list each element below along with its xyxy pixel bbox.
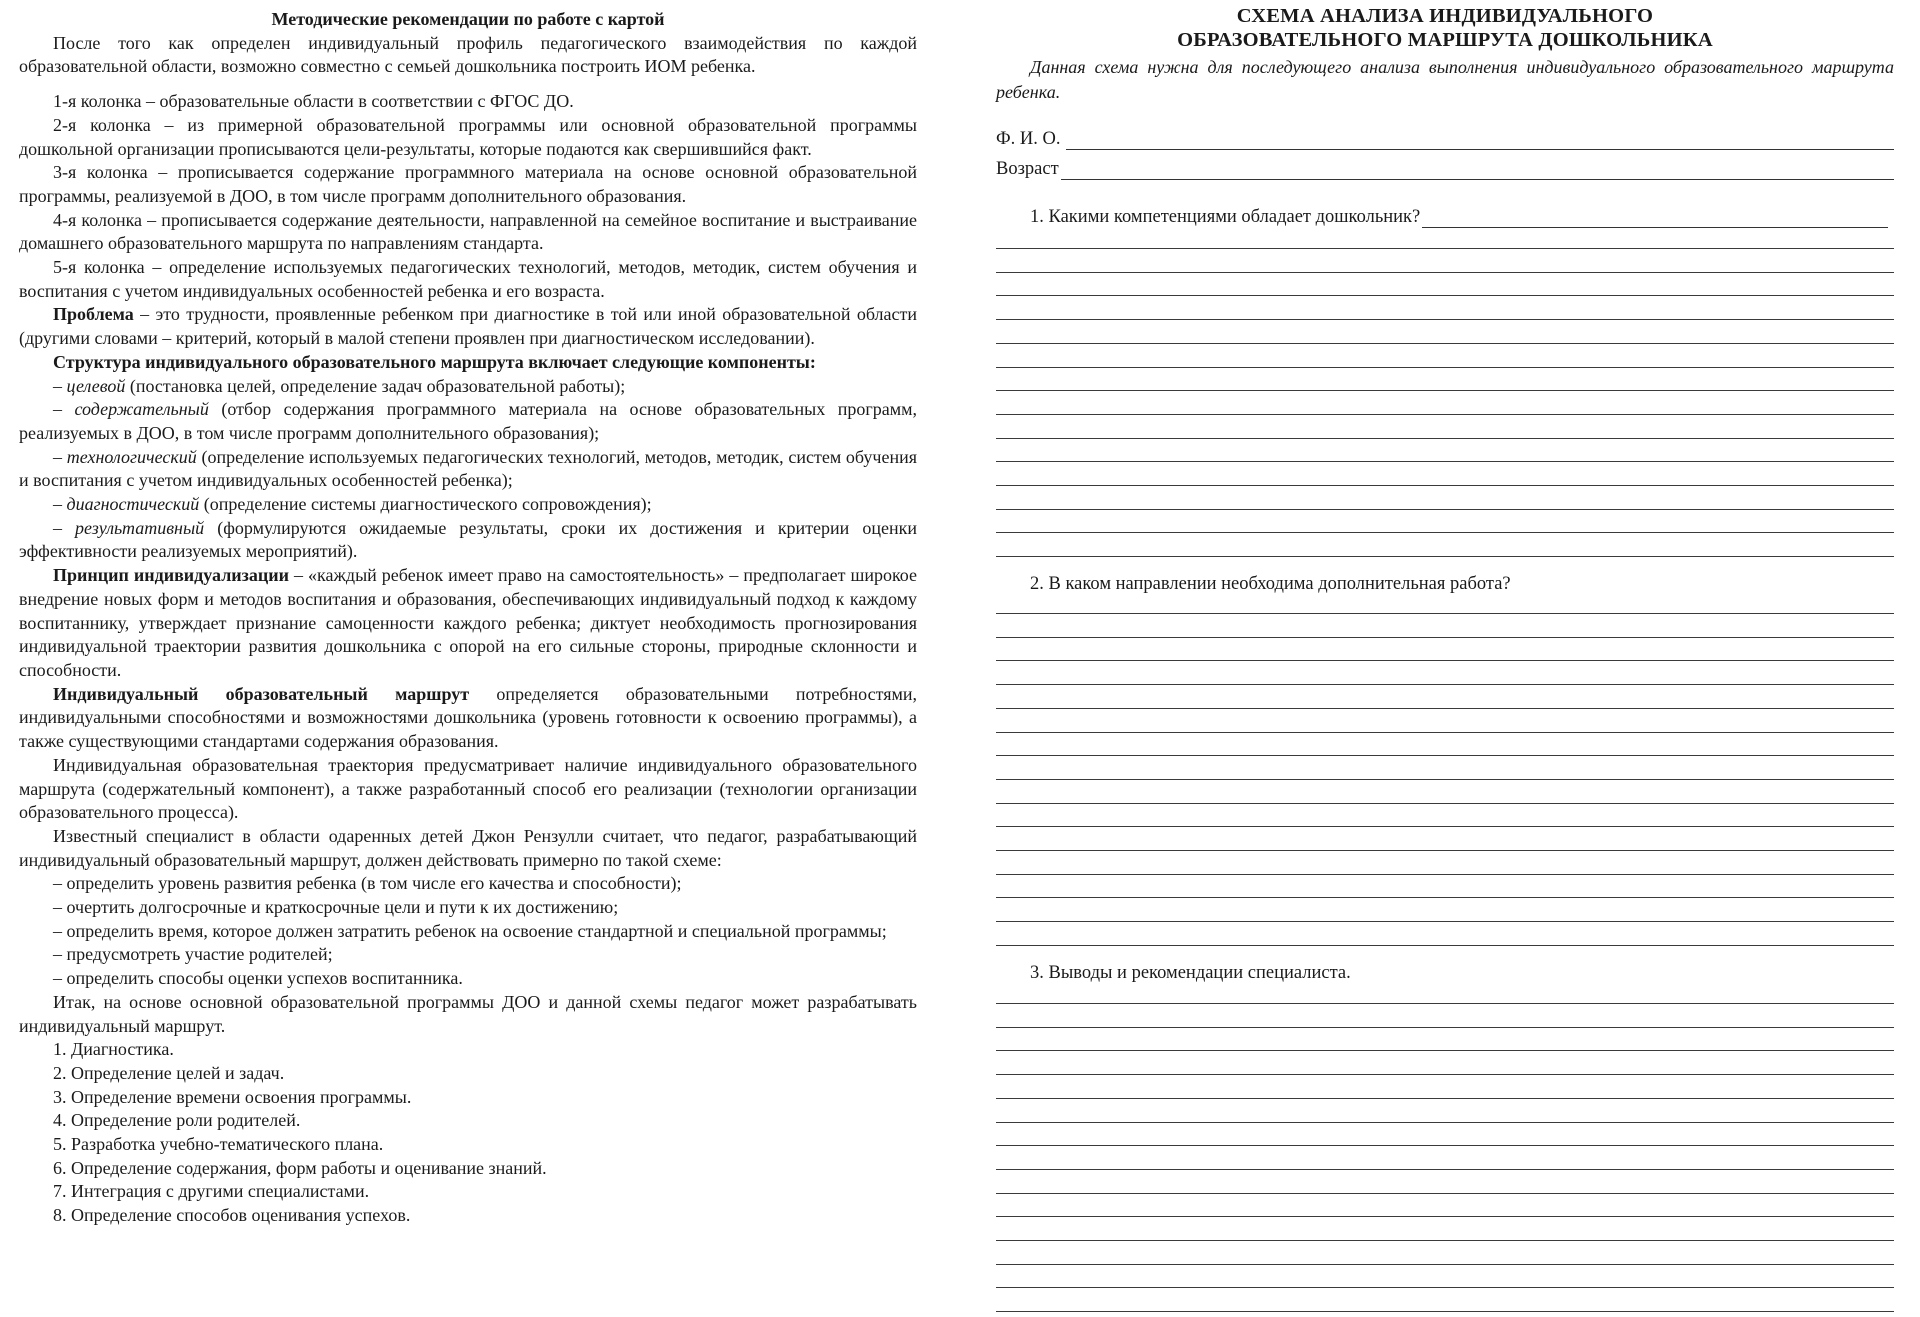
answer-line[interactable] [996, 755, 1894, 756]
answer-line[interactable] [996, 272, 1894, 273]
answer-line[interactable] [996, 850, 1894, 851]
answer-line[interactable] [996, 708, 1894, 709]
answer-line[interactable] [996, 1050, 1894, 1051]
scheme-list [19, 872, 917, 991]
column-1-paragraph: 1-я колонка – образовательные области в соответствии с ФГОС ДО. [53, 91, 574, 112]
scheme-item: – определить способы оценки успехов воспитанника. [53, 968, 463, 989]
component-content [19, 398, 917, 445]
fio-label: Ф. И. О. [996, 129, 1061, 149]
answer-line[interactable] [996, 509, 1894, 510]
answer-line[interactable] [996, 660, 1894, 661]
component-term: – целевой [53, 375, 126, 396]
age-field[interactable] [996, 158, 1894, 180]
answer-line[interactable] [996, 1311, 1894, 1312]
iom-term: Индивидуальный образовательный маршрут [53, 683, 470, 704]
scheme-item: – предусмотреть участие родителей; [53, 944, 333, 965]
answer-line[interactable] [996, 556, 1894, 557]
answer-line[interactable] [996, 248, 1894, 249]
answer-line[interactable] [996, 613, 1894, 614]
answer-line[interactable] [996, 1098, 1894, 1099]
component-diagnostic [19, 493, 917, 517]
answer-line[interactable] [996, 414, 1894, 415]
answer-line[interactable] [996, 1122, 1894, 1123]
answer-line[interactable] [996, 1074, 1894, 1075]
answer-line[interactable] [996, 779, 1894, 780]
answer-line[interactable] [996, 532, 1894, 533]
column-4-paragraph: 4-я колонка – прописывается содержание деятельности, направленной на семейное воспитание и выстраивание домашнего образовательного маршрута по направлениям стандарта. [19, 209, 917, 254]
answer-line[interactable] [996, 1264, 1894, 1265]
trajectory-paragraph: Индивидуальная образовательная траектория предусматривает наличие индивидуального образовательного маршрута (содержательный компонент), а также разработанный способ его реализации (технологии организации образовательного процесса). [19, 754, 917, 823]
question-1[interactable] [1030, 206, 1888, 228]
intro-paragraph: После того как определен индивидуальный профиль педагогического взаимодействия по каждой образовательной области, возможно совместно с семьей дошкольника построить ИОМ ребенка. [19, 32, 917, 77]
principle-text: – «каждый ребенок имеет право на самостоятельность» – предполагает широкое внедрение новых форм и методов воспитания и образования, обеспечивающих индивидуальный подход к каждому воспитаннику, утверждает признание самоценности каждого ребенка; диктует необходимость прогнозирования индивидуальной траектории развития дошкольника с опорой на его сильные стороны, природные склонности и способности. [19, 565, 917, 680]
age-line[interactable] [1061, 161, 1894, 180]
answer-line[interactable] [996, 367, 1894, 368]
component-text: (отбор содержания программного материала на основе образовательных программ, реализуемых в ДОО, в том числе программ дополнительного образования); [19, 399, 917, 443]
component-text: (определение системы диагностического сопровождения); [199, 494, 652, 515]
answer-line[interactable] [996, 637, 1894, 638]
answer-line[interactable] [996, 732, 1894, 733]
answer-line[interactable] [996, 897, 1894, 898]
left-title: Методические рекомендации по работе с картой [271, 9, 665, 29]
problem-paragraph [19, 303, 917, 350]
answer-line[interactable] [996, 1169, 1894, 1170]
answer-line[interactable] [996, 803, 1894, 804]
question-1-line[interactable] [1422, 209, 1888, 228]
problem-term: Проблема [53, 304, 134, 325]
scheme-title-line-1: СХЕМА АНАЛИЗА ИНДИВИДУАЛЬНОГО [1236, 5, 1654, 27]
answer-line[interactable] [996, 1003, 1894, 1004]
answer-line[interactable] [996, 1027, 1894, 1028]
scheme-item: – определить уровень развития ребенка (в том числе его качества и способности); [53, 873, 682, 894]
component-resultative [19, 517, 917, 564]
step-item: 6. Определение содержания, форм работы и оценивание знаний. [53, 1157, 547, 1178]
fio-line[interactable] [1066, 131, 1894, 150]
answer-line[interactable] [996, 343, 1894, 344]
answer-line[interactable] [996, 826, 1894, 827]
answer-line[interactable] [996, 1287, 1894, 1288]
analysis-scheme-page [996, 4, 1894, 983]
answer-line[interactable] [996, 438, 1894, 439]
answer-line[interactable] [996, 461, 1894, 462]
scheme-intro: Данная схема нужна для последующего анализа выполнения индивидуального образовательного маршрута ребенка. [996, 57, 1894, 102]
answer-line[interactable] [996, 295, 1894, 296]
step-item: 8. Определение способов оценивания успехов. [53, 1205, 411, 1226]
question-2: 2. В каком направлении необходима дополнительная работа? [1030, 574, 1511, 594]
scheme-item: – определить время, которое должен затратить ребенок на освоение стандартной и специальной программы; [53, 920, 887, 941]
scheme-item: – очертить долгосрочные и краткосрочные цели и пути к их достижению; [53, 897, 619, 918]
component-text: (определение используемых педагогических технологий, методов, методик, систем обучения и воспитания с учетом индивидуальных особенностей ребенка); [19, 446, 917, 491]
column-5-paragraph: 5-я колонка – определение используемых педагогических технологий, методов, методик, систем обучения и воспитания с учетом индивидуальных особенностей ребенка и его возраста. [19, 257, 917, 301]
answer-line[interactable] [996, 1240, 1894, 1241]
renzulli-paragraph: Известный специалист в области одаренных детей Джон Рензулли считает, что педагог, разрабатывающий индивидуальный образовательный маршрут, должен действовать примерно по такой схеме: [19, 825, 917, 870]
age-label: Возраст [996, 159, 1059, 179]
component-technological [19, 446, 917, 493]
answer-line[interactable] [996, 921, 1894, 922]
step-item: 1. Диагностика. [53, 1039, 174, 1060]
conclusion-paragraph: Итак, на основе основной образовательной программы ДОО и данной схемы педагог может разрабатывать индивидуальный маршрут. [19, 991, 917, 1036]
component-term: – диагностический [53, 494, 200, 515]
answer-line[interactable] [996, 485, 1894, 486]
column-2-paragraph: 2-я колонка – из примерной образовательной программы или основной образовательной программы дошкольной организации прописываются цели-результаты, которые подаются как свершившийся факт. [19, 114, 917, 159]
principle-paragraph [19, 564, 917, 683]
fio-field[interactable] [996, 128, 1894, 150]
iom-text: определяется образовательными потребностями, индивидуальными способностями и возможностями дошкольника (уровень готовности к освоению программы), а также существующими стандартами содержания образования. [19, 683, 917, 752]
question-3: 3. Выводы и рекомендации специалиста. [1030, 963, 1351, 983]
step-item: 7. Интеграция с другими специалистами. [53, 1181, 370, 1202]
answer-line[interactable] [996, 1145, 1894, 1146]
component-term: – содержательный [53, 399, 209, 420]
problem-text: – это трудности, проявленные ребенком при диагностике в той или иной образовательной области (другими словами – критерий, который в малой степени проявлен при диагностическом исследовании). [19, 304, 917, 349]
step-item: 4. Определение роли родителей. [53, 1110, 301, 1131]
answer-line[interactable] [996, 1193, 1894, 1194]
step-item: 3. Определение времени освоения программы. [53, 1086, 412, 1107]
steps-list [19, 1038, 917, 1228]
answer-line[interactable] [996, 390, 1894, 391]
column-3-paragraph: 3-я колонка – прописывается содержание программного материала на основе основной образовательной программы, реализуемой в ДОО, в том числе программ дополнительного образования. [19, 162, 917, 206]
component-term: – результативный [53, 517, 205, 538]
component-text: (постановка целей, определение задач образовательной работы); [125, 375, 626, 396]
principle-term: Принцип индивидуализации [53, 565, 290, 586]
step-item: 5. Разработка учебно-тематического плана. [53, 1134, 384, 1155]
question-1-text: 1. Какими компетенциями обладает дошкольник? [1030, 207, 1421, 227]
component-targeted [19, 375, 917, 399]
methodical-recommendations-page [19, 8, 917, 1228]
component-term: – технологический [53, 446, 197, 467]
answer-line[interactable] [996, 684, 1894, 685]
structure-heading-text: Структура индивидуального образовательного маршрута включает следующие компоненты: [53, 351, 816, 372]
structure-heading [19, 351, 917, 375]
iom-paragraph [19, 683, 917, 754]
component-text: (формулируются ожидаемые результаты, сроки их достижения и критерии оценки эффективности реализуемых мероприятий). [19, 517, 917, 562]
answer-line[interactable] [996, 874, 1894, 875]
answer-line[interactable] [996, 319, 1894, 320]
step-item: 2. Определение целей и задач. [53, 1062, 285, 1083]
scheme-title-line-2: ОБРАЗОВАТЕЛЬНОГО МАРШРУТА ДОШКОЛЬНИКА [1177, 29, 1713, 51]
answer-line[interactable] [996, 945, 1894, 946]
answer-line[interactable] [996, 1216, 1894, 1217]
